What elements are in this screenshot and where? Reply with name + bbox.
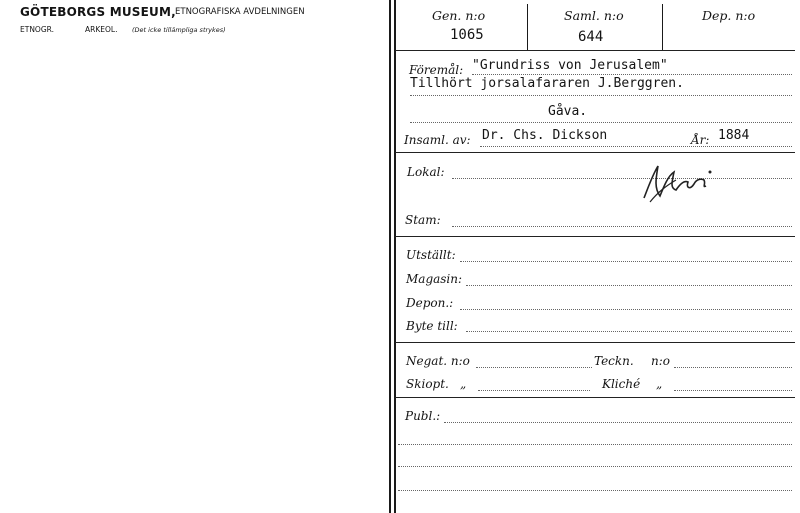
depon-label: Depon.: (406, 296, 454, 310)
etnogr-option: ETNOGR. (20, 25, 54, 34)
magasin-label: Magasin: (406, 272, 463, 286)
dotted-line (410, 95, 792, 96)
dotted-line (472, 74, 792, 75)
dotted-line (444, 422, 792, 423)
dotted-line (674, 367, 792, 368)
stam-label: Stam: (405, 213, 441, 227)
collector-label: Insaml. av: (404, 133, 471, 147)
dotted-line (466, 285, 792, 286)
lokal-label: Lokal: (407, 165, 445, 179)
row-divider (395, 397, 795, 398)
dotted-line (674, 390, 792, 391)
kliche-ditto: „ (656, 377, 663, 391)
object-label: Föremål: (409, 63, 464, 77)
dotted-line (480, 146, 792, 147)
collector-value: Dr. Chs. Dickson (482, 128, 608, 143)
dotted-line (398, 466, 792, 467)
dotted-line (452, 226, 792, 227)
column-divider (527, 4, 528, 50)
year-label: År: (691, 133, 710, 147)
publ-label: Publ.: (405, 409, 441, 423)
object-provenance: Tillhört jorsalafararen J.Berggren. (410, 76, 684, 91)
row-divider (395, 50, 795, 51)
kliche-label: Kliché (602, 377, 641, 391)
strike-note: (Det icke tillämpliga strykes) (132, 26, 226, 34)
object-name: "Grundriss von Jerusalem" (472, 58, 668, 73)
card-left-border (389, 0, 391, 513)
teckn-no-label: n:o (651, 354, 670, 368)
museum-title: GÖTEBORGS MUSEUM, (20, 5, 176, 19)
dotted-line (398, 444, 792, 445)
card-left-border-inner (394, 0, 396, 513)
saml-no-value: 644 (578, 29, 604, 45)
dotted-line (460, 309, 792, 310)
gen-no-value: 1065 (450, 27, 484, 43)
row-divider (395, 236, 795, 237)
skiopt-ditto: „ (460, 377, 467, 391)
skiopt-label: Skiopt. (406, 377, 449, 391)
utstallt-label: Utställt: (406, 248, 456, 262)
dep-no-label: Dep. n:o (702, 8, 756, 23)
column-divider (662, 4, 663, 50)
teckn-label: Teckn. (594, 354, 634, 368)
dotted-line (410, 122, 792, 123)
dotted-line (466, 331, 792, 332)
gen-no-label: Gen. n:o (432, 8, 486, 23)
year-value: 1884 (718, 128, 750, 143)
arkeol-option: ARKEOL. (85, 25, 118, 34)
byte-label: Byte till: (406, 319, 458, 333)
dotted-line (478, 390, 590, 391)
dotted-line (398, 490, 792, 491)
negat-label: Negat. n:o (406, 354, 470, 368)
dotted-line (460, 261, 792, 262)
row-divider (395, 152, 795, 153)
department-name: ETNOGRAFISKA AVDELNINGEN (175, 7, 305, 17)
saml-no-label: Saml. n:o (564, 8, 624, 23)
dotted-line (476, 367, 592, 368)
row-divider (395, 342, 795, 343)
signature-mark (640, 158, 720, 208)
dotted-line (452, 178, 792, 179)
object-acquisition: Gåva. (548, 104, 588, 119)
